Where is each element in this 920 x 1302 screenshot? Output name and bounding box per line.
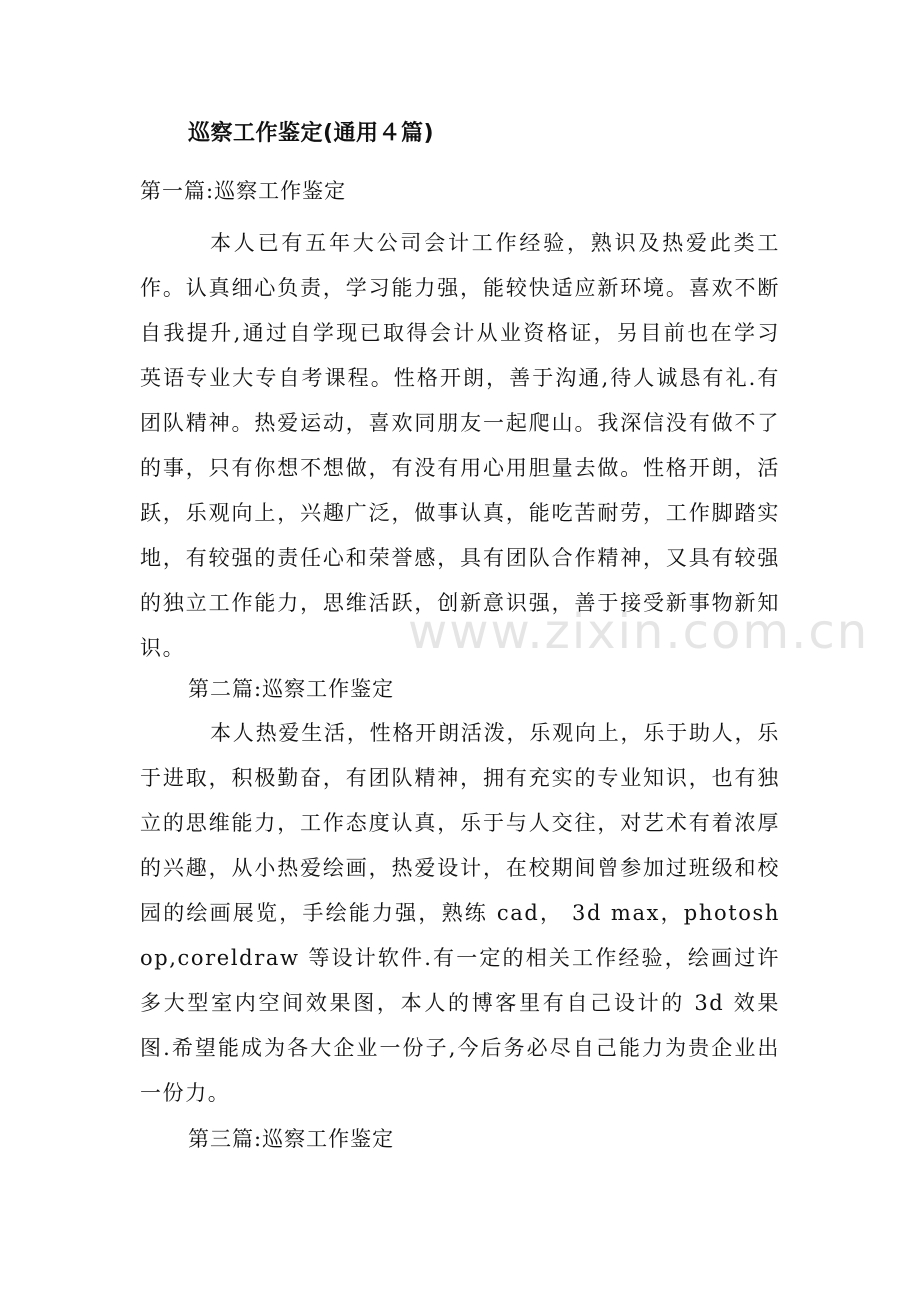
document-title: 巡察工作鉴定(通用４篇) (188, 121, 435, 146)
section-3-heading: 第三篇:巡察工作鉴定 (188, 1127, 395, 1151)
section-2-body: 本人热爱生活，性格开朗活泼，乐观向上，乐于助人，乐于进取，积极勤奋，有团队精神，拥有充实的专业知识，也有独立的思维能力，工作态度认真，乐于与人交往，对艺术有着浓厚的兴趣，从小热爱绘画，热爱设计，在校期间曾参加过班级和校园的绘画展览，手绘能力强，熟练 cad， 3d max，photoshop,coreldraw 等设计软件.有一定的相关工作经验，绘画过许多大型室内空间效果图，本人的博客里有自己设计的 3d 效果图.希望能成为各大企业一份子,今后务必尽自己能力为贵企业出一份力。 (140, 721, 780, 1105)
section-2-heading: 第二篇:巡察工作鉴定 (188, 677, 395, 701)
section-1-heading: 第一篇:巡察工作鉴定 (140, 179, 347, 203)
watermark-text: www.zixin.com.cn (408, 604, 870, 660)
section-1-body: 本人已有五年大公司会计工作经验，熟识及热爱此类工作。认真细心负责，学习能力强，能较快适应新环境。喜欢不断自我提升,通过自学现已取得会计从业资格证，另目前也在学习英语专业大专自考课程。性格开朗，善于沟通,待人诚恳有礼.有团队精神。热爱运动，喜欢同朋友一起爬山。我深信没有做不了的事，只有你想不想做，有没有用心用胆量去做。性格开朗，活跃，乐观向上，兴趣广泛，做事认真，能吃苦耐劳，工作脚踏实地，有较强的责任心和荣誉感，具有团队合作精神，又具有较强的独立工作能力，思维活跃，创新意识强，善于接受新事物新知识。 (140, 231, 780, 660)
